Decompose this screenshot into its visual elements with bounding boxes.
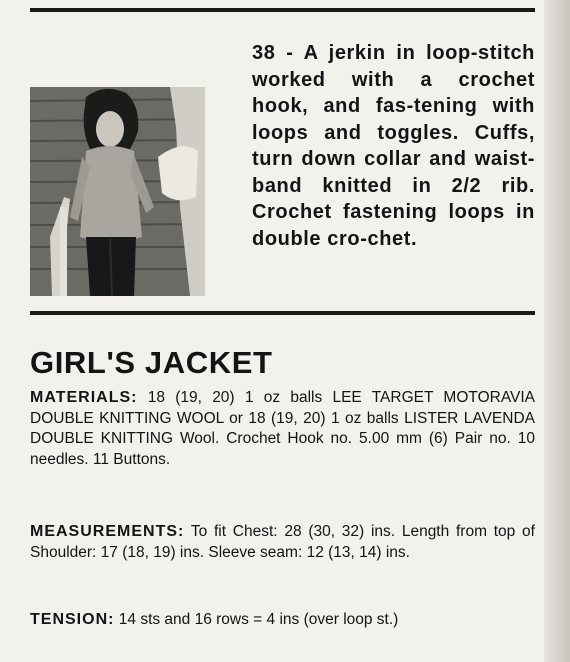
photo-illustration (30, 87, 205, 296)
measurements-heading: MEASUREMENTS: (30, 523, 185, 540)
caption-number: 38 (252, 42, 276, 64)
caption-text (252, 40, 535, 252)
materials-heading: MATERIALS: (30, 389, 138, 406)
caption-separator: - (286, 42, 294, 64)
materials-text: 18 (19, 20) 1 oz balls LEE TARGET MOTORAVIA DOUBLE KNITTING WOOL or 18 (19, 20) 1 oz balls LISTER LAVENDA DOUBLE KNITTING Wool. Crochet Hook no. 5.00 mm (6) Pair no. 10 needles. 11 Buttons. (30, 389, 536, 468)
tension-paragraph (30, 610, 535, 631)
section-rule (30, 311, 535, 315)
photo-girl-wearing-jacket (30, 87, 205, 296)
page-edge-shadow (544, 0, 570, 662)
pattern-title: GIRL'S JACKET (30, 345, 273, 380)
top-rule (30, 8, 535, 12)
materials-paragraph (30, 388, 535, 470)
measurements-paragraph (30, 522, 535, 563)
measurements-text: To fit Chest: 28 (30, 32) ins. Length from top of Shoulder: 17 (18, 19) ins. Sleeve seam: 12 (13, 14) ins. (30, 523, 535, 561)
tension-heading: TENSION: (30, 611, 115, 628)
tension-text: 14 sts and 16 rows = 4 ins (over loop st.) (118, 611, 399, 628)
caption-body: A jerkin in loop-stitch worked with a crochet hook, and fas-tening with loops and toggles. Cuffs, turn down collar and waist-band knitted in 2/2 rib. Crochet fastening loops in double cro-chet. (252, 42, 535, 250)
